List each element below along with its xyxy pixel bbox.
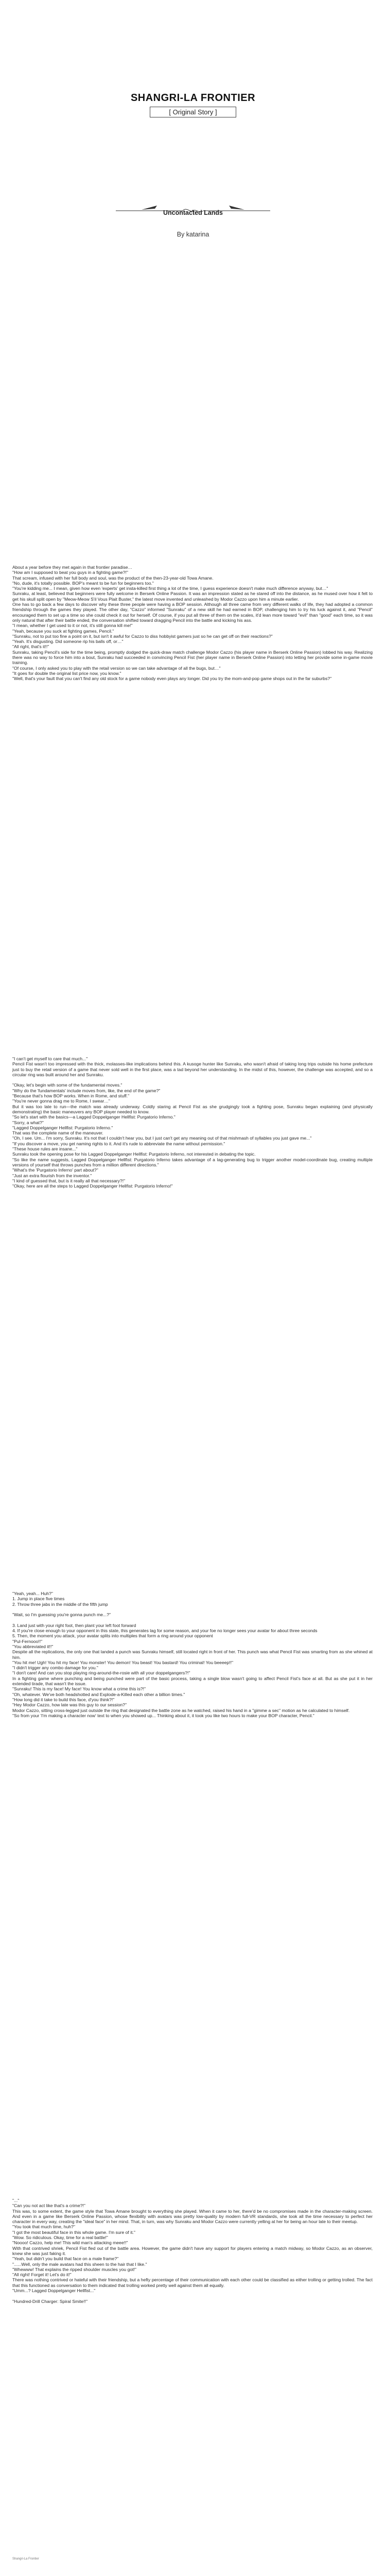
story-paragraph: "If you discover a move, you get naming rights to it. And it's rude to abbreviate the name without permission." — [12, 1141, 225, 1146]
story-paragraph: "Wait, so I'm guessing you're gonna punch me...?" — [12, 1612, 111, 1618]
story-paragraph: "So like the name suggests, Lagged Doppelganger Hellfist: Purgatorio Inferno takes advantage of a lag-generating bug to trigger another model-coordinate bug, creating multiple versions of yourself that throws punches from a million different directions." — [12, 1157, 373, 1167]
story-paragraph: "All right! Forget it! Let's do it!" — [12, 2272, 72, 2278]
story-paragraph: "What's the 'Purgatorio Inferno' part about?" — [12, 1167, 98, 1173]
story-paragraph: About a year before they met again in that frontier paradise… — [12, 565, 133, 570]
story-paragraph: Pencil Fist wasn't too impressed with the thick, molasses-like implications behind this. A kusoge hunter like Sunraku, who wasn't afraid of taking long trips outside his home prefecture just to buy the retail version of a game that never sold well in the first place, was a tad beyond her understanding. In the midst of this, however, the challenge was accepted, and so a circular ring was built around her and Sunraku. — [12, 1061, 373, 1077]
story-paragraph: "Pul-Fernooo!!" — [12, 1638, 43, 1644]
story-paragraph: With that contrived shriek, Pencil Fist fled out of the battle area. However, the game didn't have any support for players entering a match midway, so Modor Cazzo, as an observer, knew she was just faking it. — [12, 2245, 373, 2256]
story-paragraph: This was, to some extent, the game style that Towa Amane brought to everything she played. When it came to her, there'd be no compromises made in the character-making screen. And even in a game like Berserk Online Passion, whose flexibility with avatars was pretty low-quality by modern full-VR standards, she took all the time necessary to perfect her character in every way, creating the "ideal face" in her mind. That, in turn, was why Sunraku and Modor Cazzo were currently yelling at her for being an hour late to their meetup. — [12, 2208, 373, 2225]
story-paragraph: "No, dude, it's totally possible. BOP's meant to be fun for beginners too." — [12, 580, 154, 586]
story-paragraph: "Oh, I see. Um... I'm sorry, Sunraku. It's not that I couldn't hear you, but I just can't get any meaning out of that mishmash of syllables you just gave me..." — [12, 1136, 312, 1141]
story-paragraph: There was nothing contrived or hateful with their friendship, but a hefty percentage of their communication with each other could be classified as either trolling or getting trolled. The fact that this functioned as conversation to them indicated that trolling worked pretty well against them all equally. — [12, 2277, 373, 2288]
story-paragraph: That was the complete name of the maneuver. — [12, 1130, 103, 1136]
story-paragraph: "..." — [12, 2198, 20, 2203]
story-paragraph: "I didn't trigger any combo damage for you." — [12, 1665, 98, 1671]
story-section-3 — [12, 1591, 373, 1718]
story-paragraph: "Whewww! That explains the ripped shoulder muscles you got!" — [12, 2266, 136, 2272]
story-paragraph: "So from your 'I'm making a character now' text to when you showed up... Thinking about it, it took you like two hours to make your BOP character, Pencil." — [12, 1713, 314, 1718]
story-paragraph: But it was too late to run—the match was already underway. Coldly staring at Pencil Fist as she grudgingly took a fighting pose, Sunraku began explaining (and physically demonstrating) the basic maneuvers any BOP player needed to know. — [12, 1104, 373, 1114]
story-paragraph: "How am I supposed to beat you guys in a fighting game?!" — [12, 570, 128, 575]
story-paragraph: "Yeah, yeah... Huh?" — [12, 1591, 53, 1596]
story-paragraph: "These house rules are insane..." — [12, 1146, 78, 1152]
story-paragraph: 4. If you're close enough to your opponent in this state, this generates lag for some reason, and your foe no longer sees your avatar for about three seconds — [12, 1628, 318, 1634]
story-paragraph: "Yeah, but didn't you build that face on a male frame?" — [12, 2256, 119, 2262]
story-paragraph: "I can't get myself to care that much..." — [12, 1056, 88, 1061]
story-paragraph: "Can you not act like that's a crime?!" — [12, 2203, 85, 2209]
story-paragraph: "It goes for double the original list price now, you know." — [12, 670, 121, 676]
story-paragraph: "Lagged Doppelganger Hellfist: Purgatorio Inferno." — [12, 1125, 113, 1130]
story-paragraph: "So let's start with the basics—a Lagged Doppelganger Hellfist: Purgatorio Inferno." — [12, 1114, 176, 1120]
story-paragraph: One has to go back a few days to discover why these three people were having a BOP session. Although all three came from very different walks of life, they had adopted a common friendship through the games they played. The other day, "Cazzo" informed "Sunraku" of a new skill he had earned in BOP, challenging him to try his luck against it, and "Pencil" encouraged them to set up a time so she could check it out for herself. Of course, if you put all three of them on the scales, it'd lean more toward "evil" than "good" each time, so it was only natural that after their battle ended, the conversation shifted toward dragging Pencil into the battle and kicking his ass. — [12, 602, 373, 623]
story-section-2 — [12, 1056, 373, 1189]
document-header — [0, 92, 386, 117]
story-paragraph: "Noooo! Cazzo, help me! This wild man's attacking meee!!" — [12, 2240, 128, 2246]
story-paragraph: "Just an extra flourish from the inventor." — [12, 1173, 92, 1178]
story-paragraph: "Wow. So ridiculous. Okay, time for a real battle!" — [12, 2235, 108, 2241]
story-paragraph: Sunraku, taking Pencil's side for the time being, promptly dodged the quick-draw match challenge Modor Cazzo (his player name in Berserk Online Passion) lobbed his way. Realizing there was no way to force him into a bout, Sunraku had succeeded in convincing Pencil Fist (her player name in Berserk Online Passion) into letting her provide some in-game movie training. — [12, 649, 373, 666]
author-byline: By katarina — [177, 231, 209, 238]
story-paragraph: "I got the most beautiful face in this whole game. I'm sure of it." — [12, 2229, 135, 2235]
story-paragraph: "You took that much time, huh?" — [12, 2224, 75, 2230]
story-paragraph: "I kind of guessed that, but is it really all that necessary?!" — [12, 1178, 126, 1183]
story-paragraph: "Why do the 'fundamentals' include moves from, like, the end of the game?" — [12, 1088, 161, 1093]
story-paragraph: "I don't care! And can you stop playing ring-around-the-rosie with all your doppelgangers?!" — [12, 1670, 190, 1676]
story-paragraph: 2. Throw three jabs in the middle of the fifth jump — [12, 1601, 108, 1607]
story-paragraph: Modor Cazzo, sitting cross-legged just outside the ring that designated the battle zone as he watched, raised his hand in a "gimme a sec" motion as he calculated to himself. — [12, 1707, 350, 1713]
story-paragraph: "Of course, I only asked you to play with the retail version so we can take advantage of all the bugs, but…" — [12, 665, 221, 671]
story-paragraph: "I mean, whether I get used to it or not, it's still gonna kill me!" — [12, 623, 133, 629]
story-paragraph: 5. Then, the moment you attack, your avatar splits into multiples that form a ring around your opponent — [12, 1633, 213, 1639]
story-paragraph: "Sorry, a what?" — [12, 1120, 44, 1125]
story-paragraph: "Sunraku! This is my face! My face! You know what a crime this is?!" — [12, 1686, 146, 1692]
story-paragraph: That scream, infused with her full body and soul, was the product of the then-23-year-old Towa Amane. — [12, 575, 214, 581]
story-paragraph: "Sunraku, not to put too fine a point on it, but isn't it awful for Cazzo to diss hobbyist gamers just so he can get off on their reactions?" — [12, 633, 273, 639]
story-paragraph: "Well, that's your fault that you can't find any old stock for a game nobody even plays any longer. Did you try the mom-and-pop game shops out in the far suburbs?" — [12, 676, 332, 682]
story-paragraph: "You abbreviated it!!" — [12, 1643, 54, 1649]
story-paragraph: In a fighting game where punching and being punched were part of the basic process, taking a single blow wasn't going to affect Pencil Fist's face at all. But as she put it in her extended tirade, that wasn't the issue. — [12, 1675, 373, 1687]
story-section-1 — [12, 565, 373, 682]
story-paragraph: Sunraku took the opening pose for his Lagged Doppelganger Hellfist: Purgatorio Inferno, not interested in debating the topic. — [12, 1151, 256, 1157]
story-paragraph: "Yeah, because you suck at fighting games, Pencil." — [12, 628, 114, 634]
story-paragraph: "You're never gonna drag me to Rome, I swear…" — [12, 1098, 110, 1104]
story-paragraph: "Oh, whatever. We've both headshotted and Explode-a-Killed each other a billion times." — [12, 1691, 185, 1697]
story-paragraph: "Hey Modor Cazzo, how late was this guy to our session?" — [12, 1702, 127, 1708]
story-paragraph: "You hit me! Ugh! You hit my face! You monster! You demon! You beast! You bastard! You criminal! You beeeep!!" — [12, 1659, 234, 1665]
story-paragraph: "How long did it take to build this face, d'you think?!" — [12, 1697, 115, 1702]
story-paragraph: "All right, that's it!!" — [12, 644, 49, 650]
story-paragraph: "......Well, only the male avatars had this sheen to the hair that I like." — [12, 2261, 147, 2267]
story-paragraph: "Okay, let's begin with some of the fundamental moves." — [12, 1082, 122, 1088]
story-paragraph: "You're kidding me... I mean, given how even 'experts' get insta-killed first thing a lot of the time, I guess experience doesn't make much difference anyway, but…" — [12, 586, 328, 591]
story-paragraph: "Umm...? Lagged Doppelganger Hellfist..." — [12, 2288, 96, 2294]
story-section-4 — [12, 2198, 373, 2304]
chapter-title: Uncontacted Lands — [163, 209, 223, 216]
series-title: SHANGRI-LA FRONTIER — [130, 92, 256, 104]
story-paragraph: 1. Jump in place five times — [12, 1596, 65, 1602]
story-paragraph: Despite all the replications, the only one that landed a punch was Sunraku himself, still located right in front of her. This punch was what Pencil Fist was smarting from as she whined at him. — [12, 1649, 373, 1660]
original-story-label: [ Original Story ] — [150, 107, 236, 117]
story-paragraph: "Hundred-Drill Charger: Spiral Smite!!" — [12, 2298, 88, 2304]
story-paragraph: "Yeah. It's disgusting. Did someone rip his balls off, or…" — [12, 639, 124, 645]
story-paragraph: Sunraku, at least, believed that beginners were fully welcome in Berserk Online Passion. It was an impression stated as he stared off into the distance, as he mused over how it felt to get his skull split open by "Meow-Meow S'il Vous Plait Buster," the latest move invented and unleashed by Modor Cazzo upon him a minute earlier. — [12, 591, 373, 602]
story-paragraph: "Because that's how BOP works. When in Rome, and stuff." — [12, 1093, 130, 1099]
story-paragraph: 3. Land just with your right foot, then plant your left foot forward — [12, 1622, 136, 1628]
page-footer: Shangri-La Frontier — [12, 2557, 39, 2561]
story-paragraph: "Okay, here are all the steps to Lagged Doppelganger Hellfist: Purgatorio Inferno!" — [12, 1183, 173, 1189]
